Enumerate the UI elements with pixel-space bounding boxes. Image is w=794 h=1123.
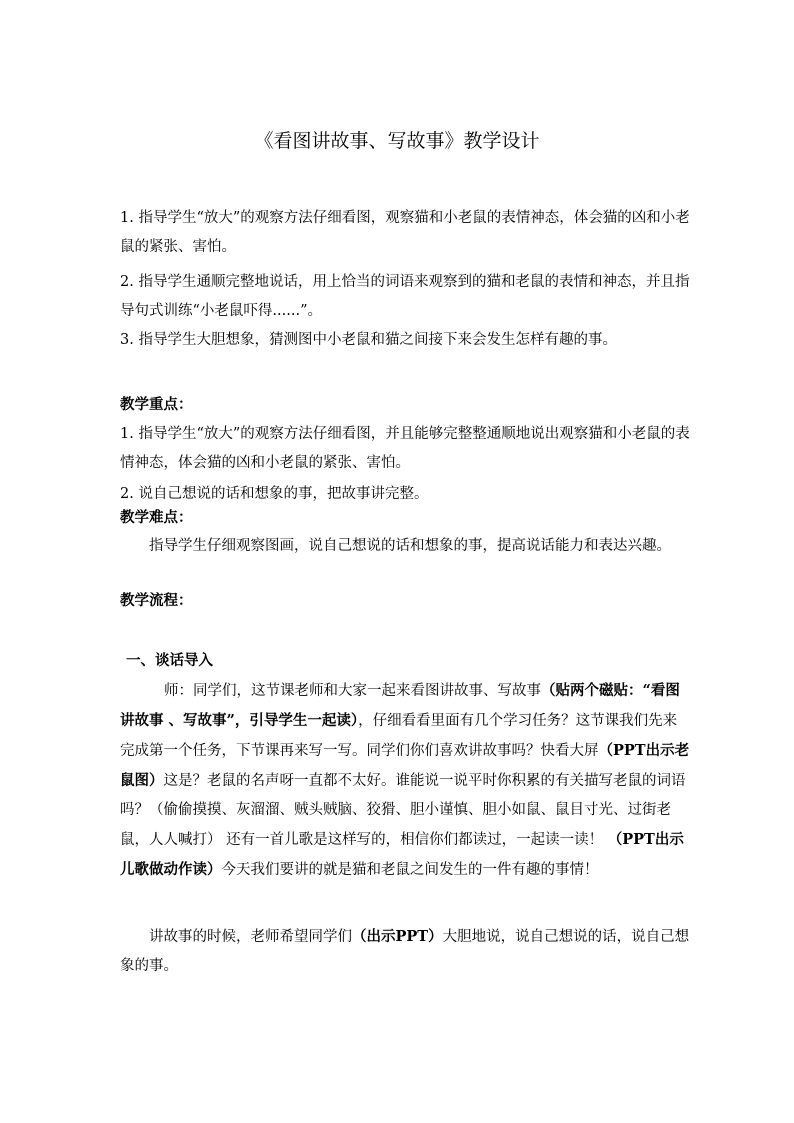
key-point-2: 2. 说自己想说的话和想象的事，把故事讲完整。	[120, 486, 429, 502]
process-heading: 教学流程：	[120, 592, 193, 609]
section1-heading: 一、谈话导入	[126, 652, 213, 669]
p1-text-3: 这是？老鼠的名声呀一直都不太好。谁能说一说平时你积累的有关描写老鼠的词语吗？（偷偷摸摸、灰溜溜、贼头贼脑、狡猾、胆小谨慎、胆小如鼠、鼠目寸光、过街老鼠，人人喊打） 还有一首儿歌是这样写的，相信你们都读过，一起读一读！	[120, 773, 686, 848]
objective-3: 3. 指导学生大胆想象，猜测图中小老鼠和猫之间接下来会发生怎样有趣的事。	[120, 332, 617, 348]
p2-bold-ppt: （出示PPT）	[352, 928, 443, 945]
section1-paragraph-1	[120, 676, 690, 885]
document-title: 《看图讲故事、写故事》教学设计	[254, 130, 540, 152]
difficulty-text: 指导学生仔细观察图画，说自己想说的话和想象的事，提高说话能力和表达兴趣。	[149, 538, 671, 554]
p1-text-1: 师：同学们，这节课老师和大家一起来看图讲故事、写故事	[164, 683, 541, 699]
p1-bold-magnets: （贴两个磁贴：“看图讲故事 、写故事”，引导学生一起读）	[120, 682, 680, 729]
objective-1: 1. 指导学生“放大”的观察方法仔细看图，观察猫和小老鼠的表情神态，体会猫的凶和小老鼠的紧张、害怕。	[120, 210, 690, 255]
p1-bold-ppt-mouse: （PPT出示老鼠图）	[120, 742, 690, 789]
p1-bold-ppt-rhyme: （PPT出示儿歌做动作读）	[120, 831, 684, 878]
objective-2: 2. 指导学生通顺完整地说话，用上恰当的词语来观察到的猫和老鼠的表情和神态，并且指导句式训练“小老鼠吓得......”。	[120, 274, 690, 319]
difficulty-heading: 教学难点：	[120, 509, 193, 526]
key-points-heading: 教学重点：	[120, 396, 193, 413]
p1-text-4: 今天我们要讲的就是猫和老鼠之间发生的一件有趣的事情！	[221, 862, 599, 878]
p2-text-1: 讲故事的时候，老师希望同学们	[149, 929, 352, 945]
key-point-1: 1. 指导学生“放大”的观察方法仔细看图，并且能够完整整通顺地说出观察猫和小老鼠的表情神态，体会猫的凶和小老鼠的紧张、害怕。	[120, 426, 690, 471]
section1-paragraph-2	[120, 922, 690, 981]
p2-text-2: 大胆地说，说自己想说的话，说自己想象的事。	[120, 929, 690, 974]
p1-text-2: ，仔细看看里面有几个学习任务？这节课我们先来完成第一个任务，下节课再来写一写。同学们你们喜欢讲故事吗？快看大屏	[120, 713, 678, 759]
